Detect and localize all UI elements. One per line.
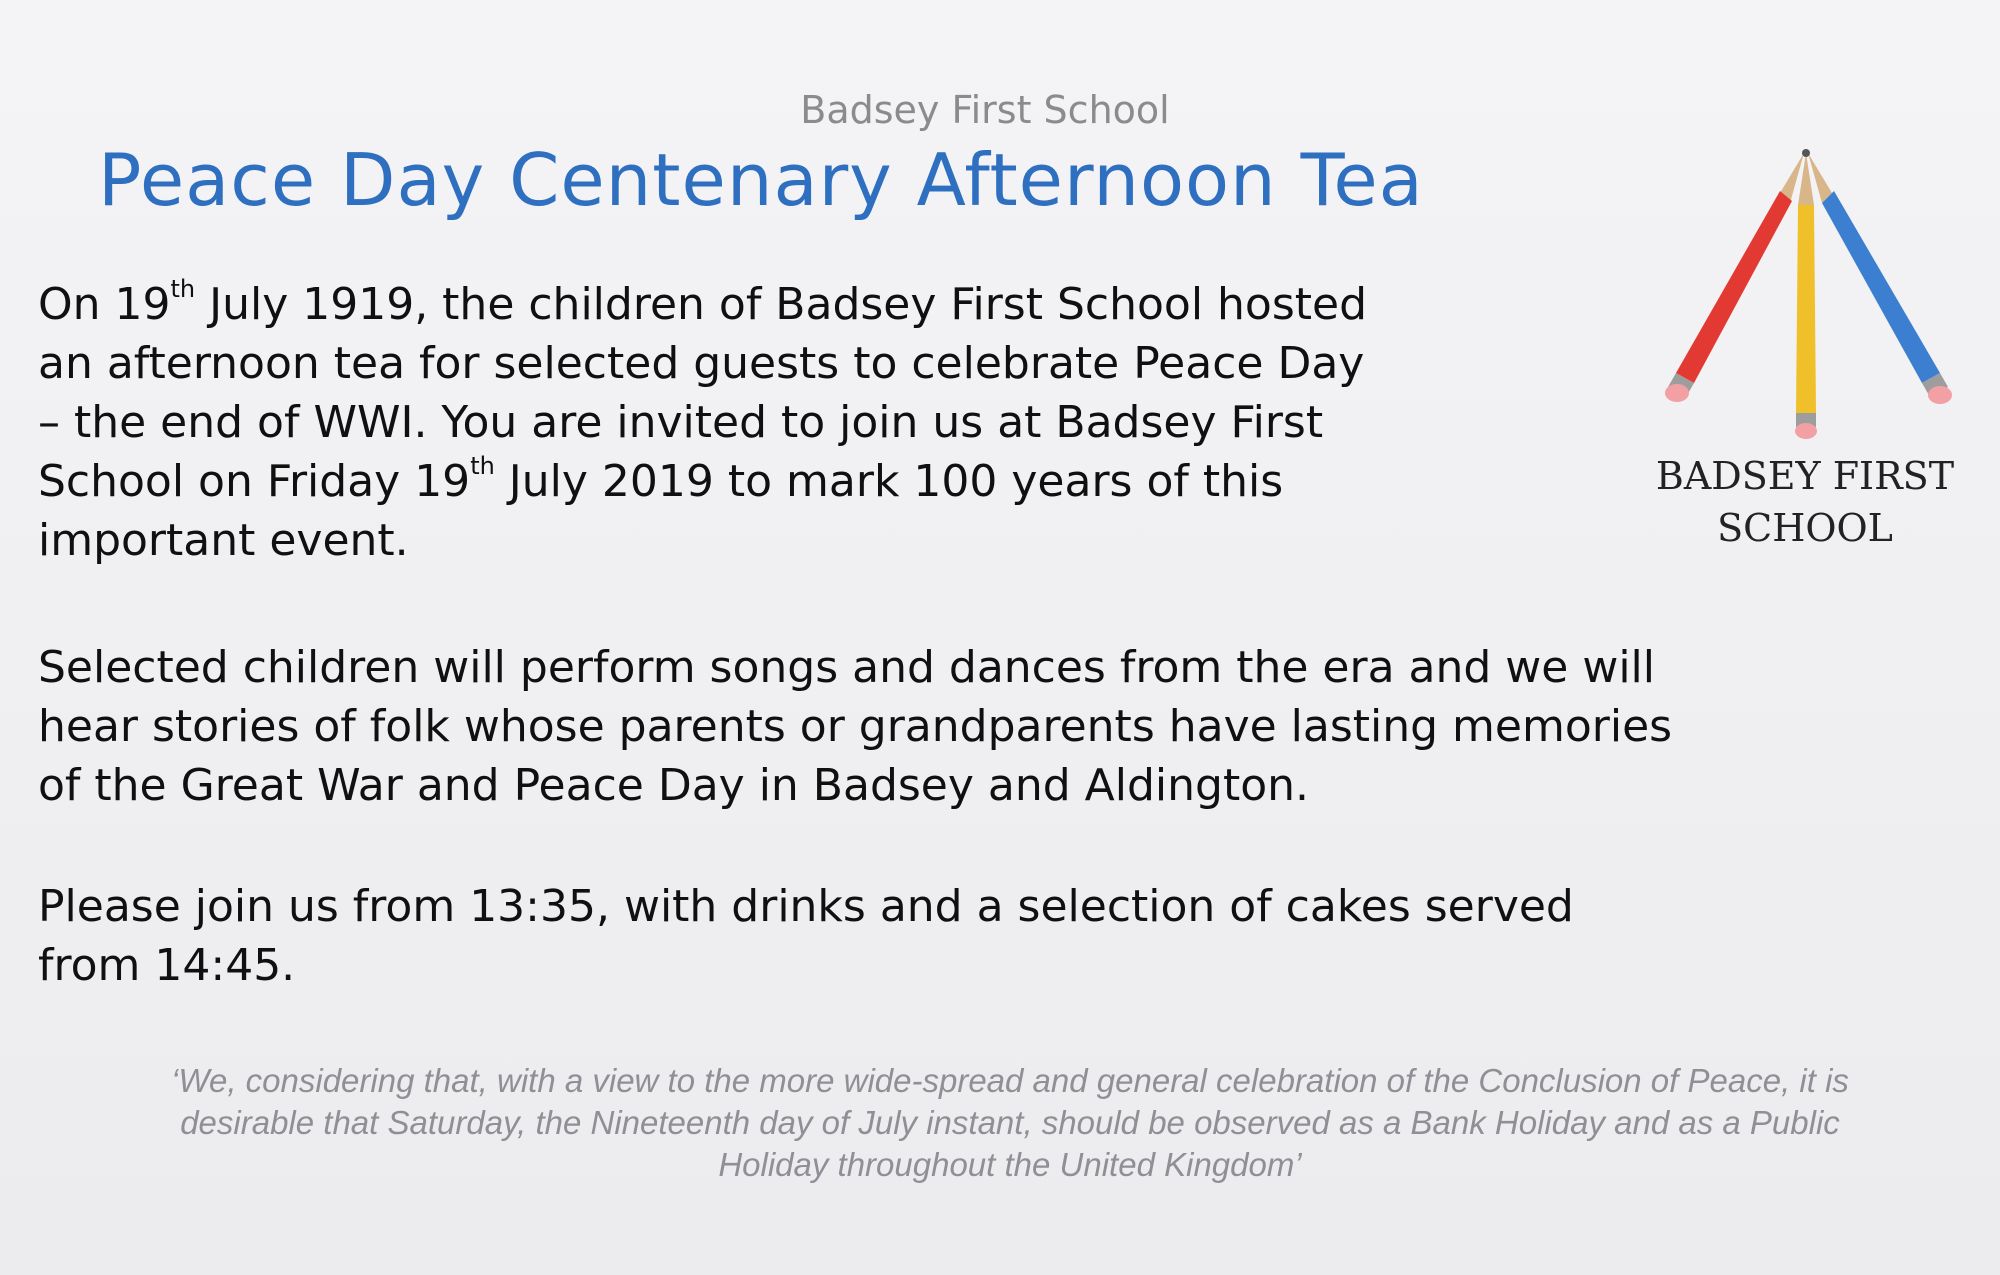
quote-line-2: desirable that Saturday, the Nineteenth day of July instant, should be observed as a Bank Holiday and as a Public [180,1104,1840,1141]
performance-line-1: Selected children will perform songs and dances from the era and we will [38,642,1655,693]
yellow-pencil-icon [1795,153,1817,439]
performance-line-3: of the Great War and Peace Day in Badsey and Aldington. [38,760,1309,811]
page-title: Peace Day Centenary Afternoon Tea [98,138,1424,222]
blue-pencil-icon [1808,153,1952,404]
intro-line-5: important event. [38,515,409,566]
intro-line-2: an afternoon tea for selected guests to celebrate Peace Day [38,338,1365,389]
intro-line-1: On 19th July 1919, the children of Badsey First School hosted [38,275,1368,330]
logo-text-line-2: SCHOOL [1717,506,1893,550]
quote-line-3: Holiday throughout the United Kingdom’ [718,1146,1302,1183]
times-line-1: Please join us from 13:35, with drinks and a selection of cakes served [38,881,1574,932]
performance-line-2: hear stories of folk whose parents or grandparents have lasting memories [38,701,1673,752]
pencils-icon [1620,145,1990,445]
school-name-heading: Badsey First School [800,88,1170,132]
logo-text-line-1: BADSEY FIRST [1655,454,1955,498]
times-paragraph [38,877,1938,995]
intro-line-4: School on Friday 19th July 2019 to mark 100 years of this [38,452,1284,507]
times-line-2: from 14:45. [38,940,296,991]
proclamation-quote [60,1060,1960,1186]
school-logo [1620,145,1980,565]
intro-paragraph [38,275,1598,570]
quote-line-1: ‘We, considering that, with a view to the more wide-spread and general celebration of the Conclusion of Peace, it is [171,1062,1849,1099]
intro-line-3: – the end of WWI. You are invited to join us at Badsey First [38,397,1324,448]
performance-paragraph [38,638,1988,815]
red-pencil-icon [1665,153,1804,402]
